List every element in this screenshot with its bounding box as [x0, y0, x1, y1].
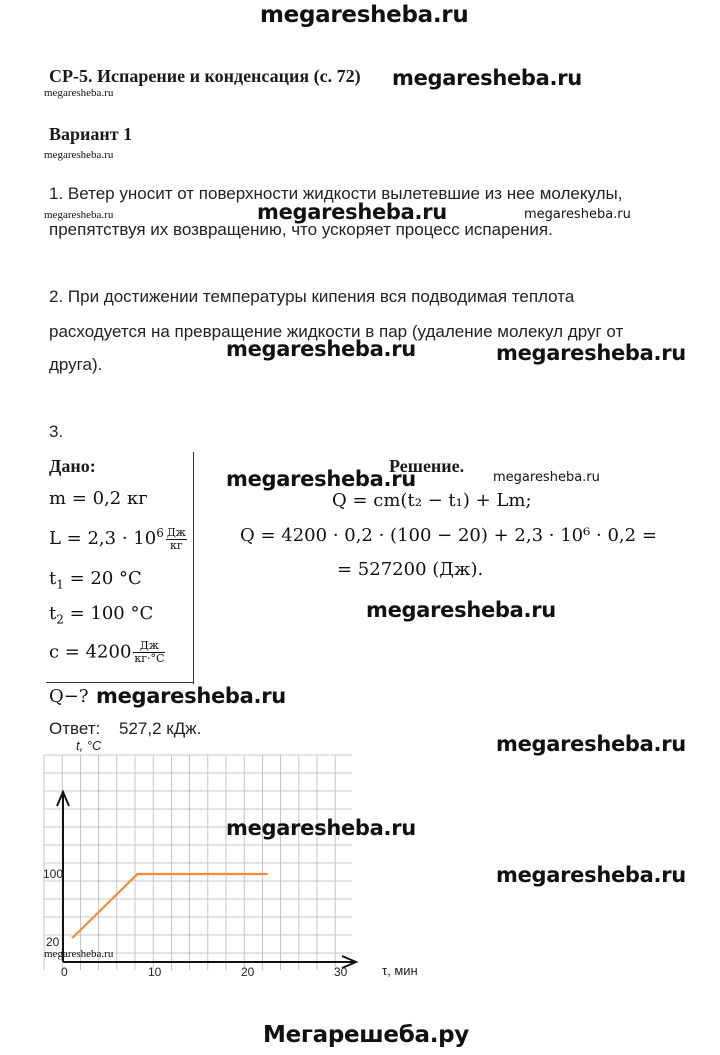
given-label: Дано: [49, 456, 96, 476]
answer-label: Ответ: [49, 719, 101, 738]
watermark-small: megaresheba.ru [44, 87, 114, 99]
watermark-small: megaresheba.ru [44, 149, 114, 161]
answer-2-line-1: 2. При достижении температуры кипения вся подводимая теплота [49, 287, 575, 306]
find-label: Q−? [49, 686, 89, 707]
watermark: megaresheba.ru [392, 66, 582, 90]
given-latent-heat: $L = 2,3 \cdot 10^6$ $\frac{Дж}{кг}$ [49, 525, 186, 552]
chart-grid [44, 755, 352, 970]
solution-formula: Q = cm(t₂ − t₁) + Lm; [332, 490, 532, 511]
y-axis-label: t, °С [76, 738, 102, 753]
watermark: megaresheba.ru [226, 816, 416, 840]
chart-series [72, 874, 267, 938]
x-axis-label: τ, мин [382, 963, 418, 978]
answer-1-line-1: 1. Ветер уносит от поверхности жидкости вылетевшие из нее молекулы, [49, 184, 623, 203]
x-tick-label: 30 [334, 965, 348, 979]
given-mass: m = 0,2 кг [49, 488, 148, 509]
watermark-small: megaresheba.ru [44, 948, 114, 960]
x-tick-label: 0 [61, 965, 68, 979]
watermark: megaresheba.ru [226, 467, 416, 491]
watermark-medium: megaresheba.ru [493, 470, 600, 485]
chart-labels [43, 738, 418, 979]
watermark: megaresheba.ru [96, 684, 286, 708]
answer-3-number: 3. [49, 422, 64, 441]
x-tick-label: 10 [148, 965, 162, 979]
watermark: megaresheba.ru [496, 341, 686, 365]
y-tick-label: 20 [46, 935, 60, 949]
watermark: megaresheba.ru [366, 598, 556, 622]
x-tick-label: 20 [241, 965, 255, 979]
answer-1-line-2: препятствуя их возвращению, что ускоряет процесс испарения. [49, 220, 553, 239]
y-tick-label: 100 [43, 867, 64, 881]
watermark: megaresheba.ru [496, 732, 686, 756]
top-watermark: megaresheba.ru [260, 2, 469, 28]
watermark: megaresheba.ru [226, 337, 416, 361]
variant-heading: Вариант 1 [49, 124, 133, 144]
watermark-medium: megaresheba.ru [524, 207, 631, 222]
watermark: megaresheba.ru [496, 863, 686, 887]
given-t2: $t_2 = 100$ °С [49, 603, 154, 627]
answer-value: 527,2 кДж. [119, 719, 202, 738]
watermark: megaresheba.ru [257, 200, 447, 224]
solution-substitution: Q = 4200 · 0,2 · (100 − 20) + 2,3 · 10⁶ · 0,2 = [240, 525, 657, 546]
given-t1: $t_1 = 20$ °С [49, 568, 142, 592]
watermark-small: megaresheba.ru [44, 209, 114, 221]
given-divider-vertical [193, 452, 194, 684]
solution-result: = 527200 (Дж). [337, 559, 484, 580]
given-divider-horizontal [46, 682, 194, 683]
solution-label: Решение. [389, 456, 465, 476]
footer-watermark: Мегарешеба.ру [263, 1022, 469, 1048]
answer-2-line-3: друга). [49, 355, 103, 374]
answer-2-line-2: расходуется на превращение жидкости в пар (удаление молекул друг от [49, 322, 624, 341]
given-specific-heat: c = 4200 $\frac{Дж}{кг\cdot^\circ С}$ [49, 639, 165, 665]
heating-curve [72, 874, 267, 938]
page-title: СР-5. Испарение и конденсация (с. 72) [49, 66, 361, 86]
